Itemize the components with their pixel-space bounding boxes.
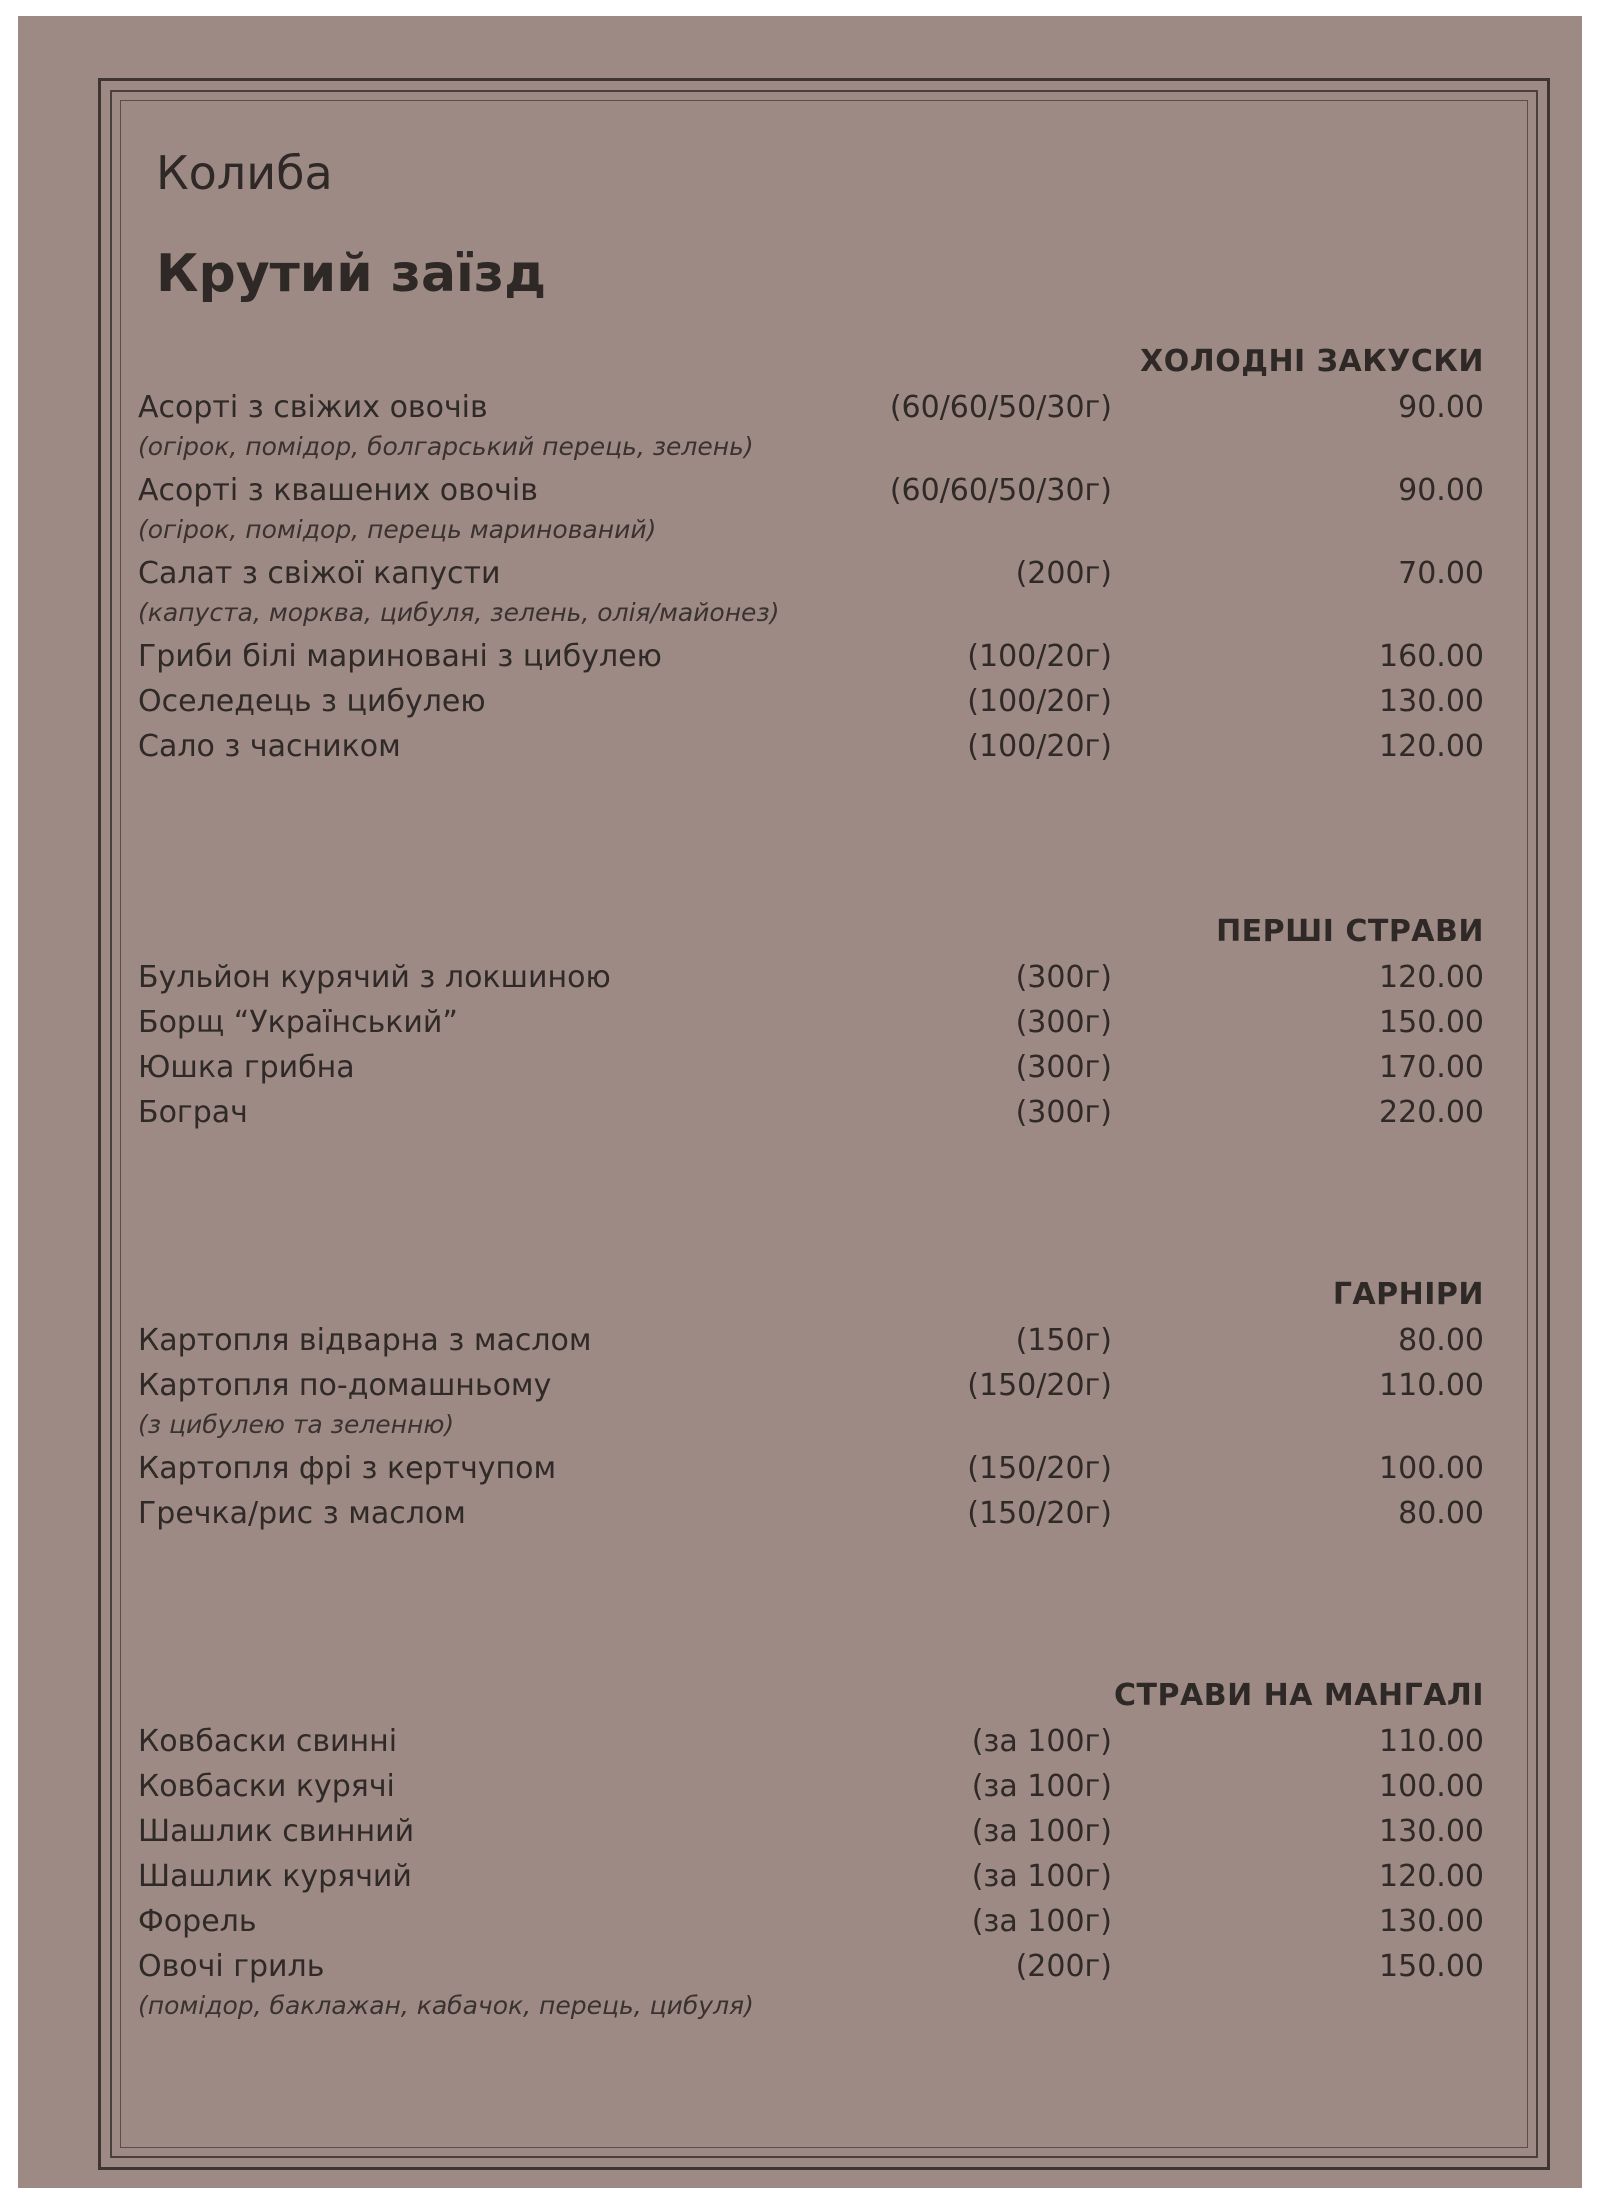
menu-item: [138, 1045, 1484, 1090]
item-ingredients-note: (помідор, баклажан, кабачок, перець, цибуля): [138, 1991, 754, 2020]
menu-item: [138, 1809, 1484, 1854]
item-name: Борщ “Український”: [138, 1005, 458, 1040]
menu-item: [138, 955, 1484, 1000]
item-price: 120.00: [1379, 960, 1484, 995]
item-weight: (за 100г): [971, 1904, 1112, 1939]
menu-item: [138, 1318, 1484, 1363]
menu-item: [138, 1000, 1484, 1045]
item-price: 100.00: [1379, 1769, 1484, 1804]
item-price: 150.00: [1379, 1005, 1484, 1040]
item-name: Форель: [138, 1904, 257, 1939]
menu-item: [138, 1854, 1484, 1899]
item-weight: (60/60/50/30г): [889, 390, 1112, 425]
item-price: 90.00: [1398, 473, 1484, 508]
item-name: Бограч: [138, 1095, 248, 1130]
item-name: Бульйон курячий з локшиною: [138, 960, 611, 995]
item-name: Гречка/рис з маслом: [138, 1496, 466, 1531]
menu-item: [138, 1944, 1484, 2027]
section-first-courses: [138, 909, 1484, 1135]
item-weight: (200г): [1015, 1949, 1112, 1984]
section-title: ГАРНІРИ: [1332, 1277, 1484, 1312]
item-weight: (300г): [1015, 1095, 1112, 1130]
item-weight: (300г): [1015, 960, 1112, 995]
item-weight: (100/20г): [967, 684, 1112, 719]
section-grill-dishes: [138, 1673, 1484, 2027]
item-weight: (100/20г): [967, 729, 1112, 764]
section-side-dishes: [138, 1272, 1484, 1536]
item-weight: (за 100г): [971, 1814, 1112, 1849]
menu-title: Крутий заїзд: [156, 244, 547, 304]
menu-item: [138, 1764, 1484, 1809]
item-name: Сало з часником: [138, 729, 401, 764]
item-name: Ковбаски свинні: [138, 1724, 398, 1759]
item-price: 220.00: [1379, 1095, 1484, 1130]
item-name: Картопля відварна з маслом: [138, 1323, 592, 1358]
menu-item: [138, 468, 1484, 551]
item-weight: (200г): [1015, 556, 1112, 591]
menu-item: [138, 679, 1484, 724]
item-name: Овочі гриль: [138, 1949, 325, 1984]
item-price: 100.00: [1379, 1451, 1484, 1486]
item-price: 110.00: [1379, 1368, 1484, 1403]
item-price: 120.00: [1379, 729, 1484, 764]
menu-item: [138, 1491, 1484, 1536]
item-name: Шашлик курячий: [138, 1859, 412, 1894]
menu-item: [138, 634, 1484, 679]
menu-item: [138, 1899, 1484, 1944]
item-ingredients-note: (огірок, помідор, перець маринований): [138, 515, 657, 544]
restaurant-name: Колиба: [156, 146, 333, 200]
item-ingredients-note: (капуста, морква, цибуля, зелень, олія/майонез): [138, 598, 780, 627]
item-name: Картопля по-домашньому: [138, 1368, 552, 1403]
item-weight: (за 100г): [971, 1859, 1112, 1894]
item-weight: (60/60/50/30г): [889, 473, 1112, 508]
menu-item: [138, 1090, 1484, 1135]
item-name: Асорті з квашених овочів: [138, 473, 538, 508]
item-price: 110.00: [1379, 1724, 1484, 1759]
item-name: Гриби білі мариновані з цибулею: [138, 639, 662, 674]
item-weight: (150/20г): [967, 1368, 1112, 1403]
item-price: 160.00: [1379, 639, 1484, 674]
item-price: 130.00: [1379, 684, 1484, 719]
section-title: СТРАВИ НА МАНГАЛІ: [1114, 1678, 1484, 1713]
item-name: Юшка грибна: [138, 1050, 355, 1085]
menu-item: [138, 551, 1484, 634]
menu-item: [138, 1719, 1484, 1764]
item-name: Ковбаски курячі: [138, 1769, 395, 1804]
menu-item: [138, 1363, 1484, 1446]
section-title: ПЕРШІ СТРАВИ: [1216, 914, 1484, 949]
item-ingredients-note: (огірок, помідор, болгарський перець, зелень): [138, 432, 754, 461]
item-price: 120.00: [1379, 1859, 1484, 1894]
item-name: Салат з свіжої капусти: [138, 556, 501, 591]
item-name: Оселедець з цибулею: [138, 684, 486, 719]
menu-item: [138, 1446, 1484, 1491]
item-weight: (150/20г): [967, 1451, 1112, 1486]
item-name: Асорті з свіжих овочів: [138, 390, 488, 425]
item-weight: (за 100г): [971, 1724, 1112, 1759]
menu-item: [138, 385, 1484, 468]
item-price: 150.00: [1379, 1949, 1484, 1984]
menu-item: [138, 724, 1484, 769]
item-name: Картопля фрі з кертчупом: [138, 1451, 557, 1486]
item-price: 170.00: [1379, 1050, 1484, 1085]
item-price: 130.00: [1379, 1814, 1484, 1849]
item-weight: (за 100г): [971, 1769, 1112, 1804]
section-title: ХОЛОДНІ ЗАКУСКИ: [1140, 344, 1484, 379]
item-price: 80.00: [1398, 1496, 1484, 1531]
item-name: Шашлик свинний: [138, 1814, 415, 1849]
menu-sheet: [18, 16, 1582, 2188]
item-price: 130.00: [1379, 1904, 1484, 1939]
item-price: 90.00: [1398, 390, 1484, 425]
item-weight: (100/20г): [967, 639, 1112, 674]
item-price: 70.00: [1398, 556, 1484, 591]
item-weight: (150/20г): [967, 1496, 1112, 1531]
item-weight: (150г): [1015, 1323, 1112, 1358]
section-cold-appetizers: [138, 339, 1484, 769]
item-ingredients-note: (з цибулею та зеленню): [138, 1410, 455, 1439]
item-price: 80.00: [1398, 1323, 1484, 1358]
item-weight: (300г): [1015, 1005, 1112, 1040]
item-weight: (300г): [1015, 1050, 1112, 1085]
